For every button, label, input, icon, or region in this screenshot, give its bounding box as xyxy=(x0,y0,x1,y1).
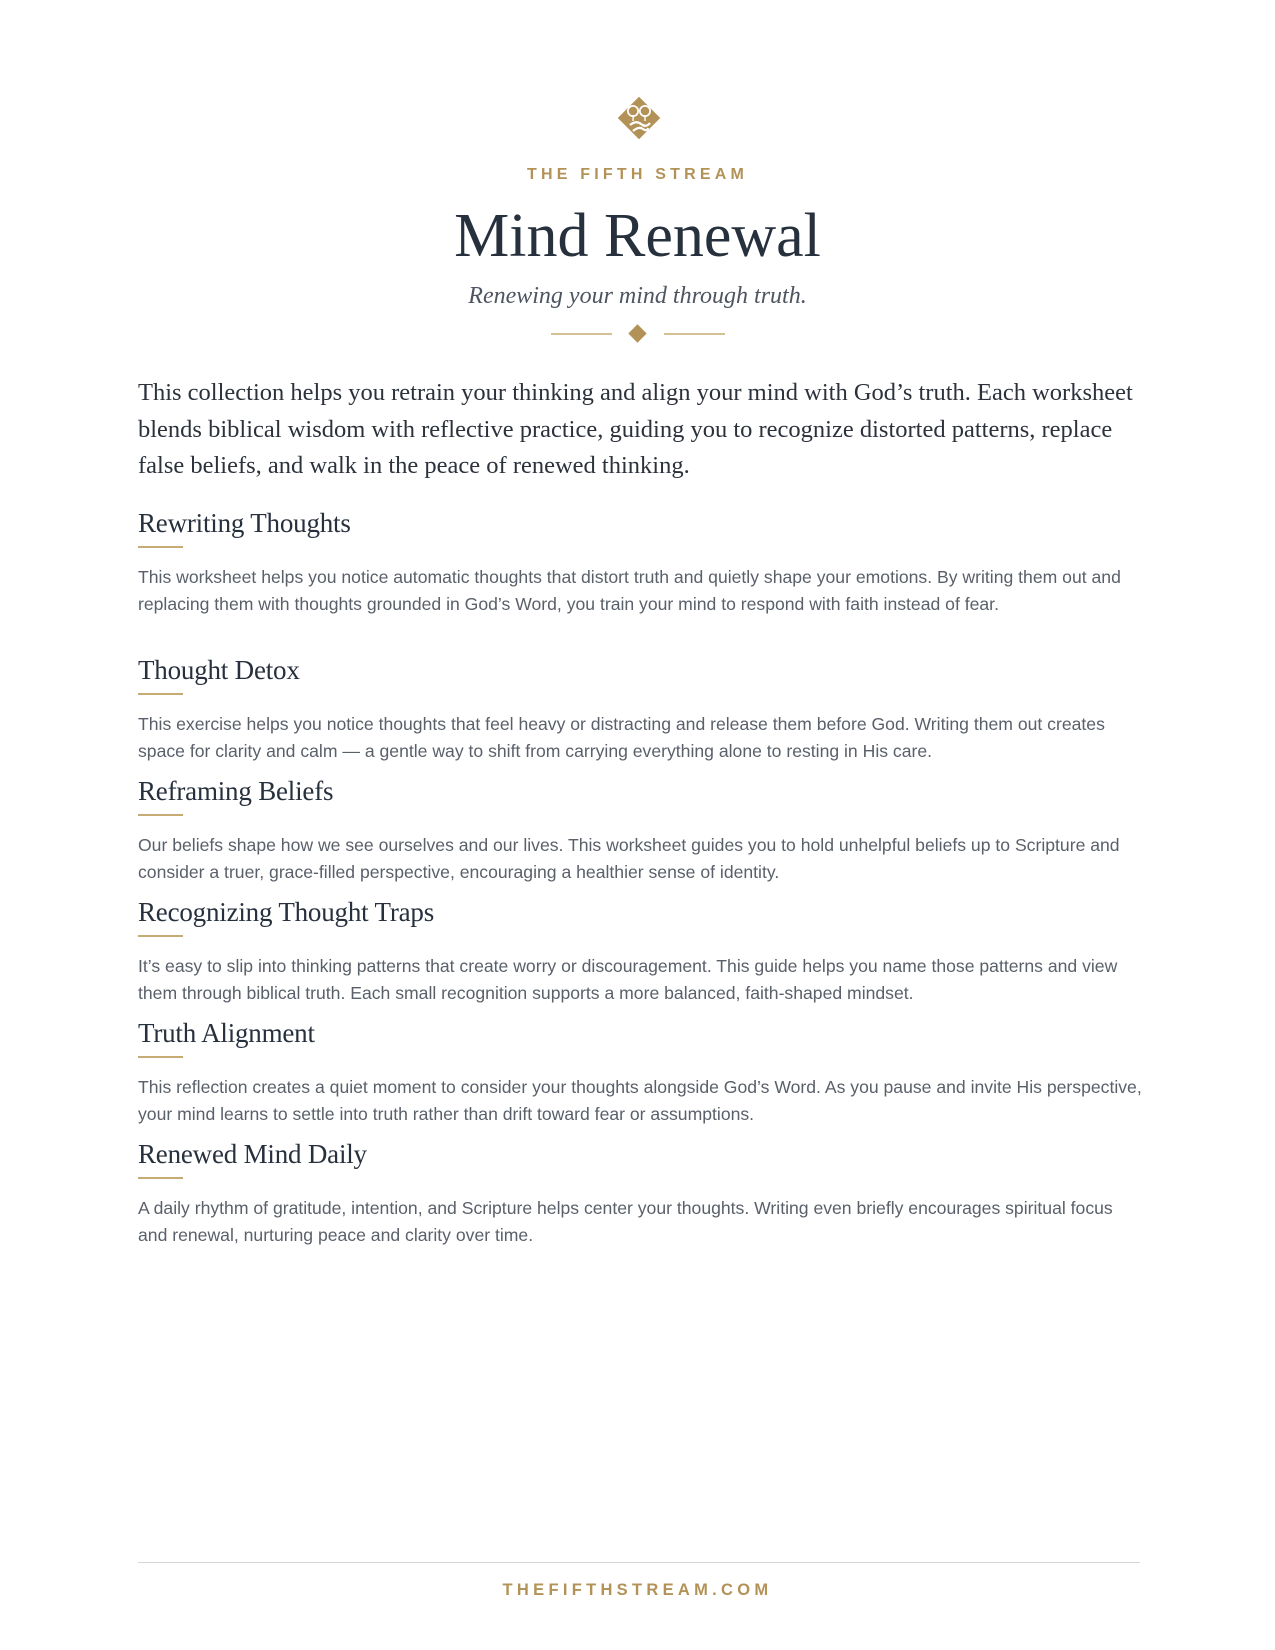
footer-divider xyxy=(138,1562,1140,1563)
section-body: This worksheet helps you notice automatic thoughts that distort truth and quietly shape your emotions. By writing them out and replacing them with thoughts grounded in God’s Word, you train your mind to respond with faith instead of fear. xyxy=(138,567,1121,614)
tree-stream-diamond-icon xyxy=(614,93,664,143)
section-recognizing-thought-traps xyxy=(138,895,1143,1006)
heading-underline xyxy=(138,814,183,816)
footer-website: THEFIFTHSTREAM.COM xyxy=(502,1581,773,1599)
section-heading: Recognizing Thought Traps xyxy=(138,897,435,927)
section-body: A daily rhythm of gratitude, intention, and Scripture helps center your thoughts. Writing even briefly encourages spiritual focus and renewal, nurturing peace and clarity over time. xyxy=(138,1198,1113,1245)
section-renewed-mind-daily xyxy=(138,1137,1143,1248)
section-rewriting-thoughts xyxy=(138,506,1143,617)
section-reframing-beliefs xyxy=(138,774,1143,885)
section-thought-detox xyxy=(138,653,1143,764)
diamond-divider-icon xyxy=(548,323,728,343)
heading-underline xyxy=(138,546,183,548)
section-body: This exercise helps you notice thoughts that feel heavy or distracting and release them before God. Writing them out creates space for clarity and calm — a gentle way to shift from carrying everything alone to resting in His care. xyxy=(138,714,1105,761)
section-body: This reflection creates a quiet moment to consider your thoughts alongside God’s Word. As you pause and invite His perspective, your mind learns to settle into truth rather than drift toward fear or assumptions. xyxy=(138,1077,1142,1124)
intro-paragraph: This collection helps you retrain your thinking and align your mind with God’s truth. Each worksheet blends biblical wisdom with reflective practice, guiding you to recognize distorted patterns, replace false beliefs, and walk in the peace of renewed thinking. xyxy=(138,379,1133,479)
section-heading: Renewed Mind Daily xyxy=(138,1139,367,1169)
section-heading: Reframing Beliefs xyxy=(138,776,334,806)
section-truth-alignment xyxy=(138,1016,1143,1127)
section-body: Our beliefs shape how we see ourselves and our lives. This worksheet guides you to hold unhelpful beliefs up to Scripture and consider a truer, grace-filled perspective, encouraging a healthier sense of identity. xyxy=(138,835,1120,882)
page-subtitle: Renewing your mind through truth. xyxy=(468,283,807,309)
section-heading: Truth Alignment xyxy=(138,1018,315,1048)
section-heading: Thought Detox xyxy=(138,655,300,685)
section-heading: Rewriting Thoughts xyxy=(138,508,351,538)
heading-underline xyxy=(138,1056,183,1058)
heading-underline xyxy=(138,935,183,937)
heading-underline xyxy=(138,693,183,695)
section-body: It’s easy to slip into thinking patterns that create worry or discouragement. This guide helps you name those patterns and view them through biblical truth. Each small recognition supports a more balanced, faith-shaped mindset. xyxy=(138,956,1118,1003)
brand-name: THE FIFTH STREAM xyxy=(527,166,748,183)
heading-underline xyxy=(138,1177,183,1179)
page-title: Mind Renewal xyxy=(454,202,821,270)
